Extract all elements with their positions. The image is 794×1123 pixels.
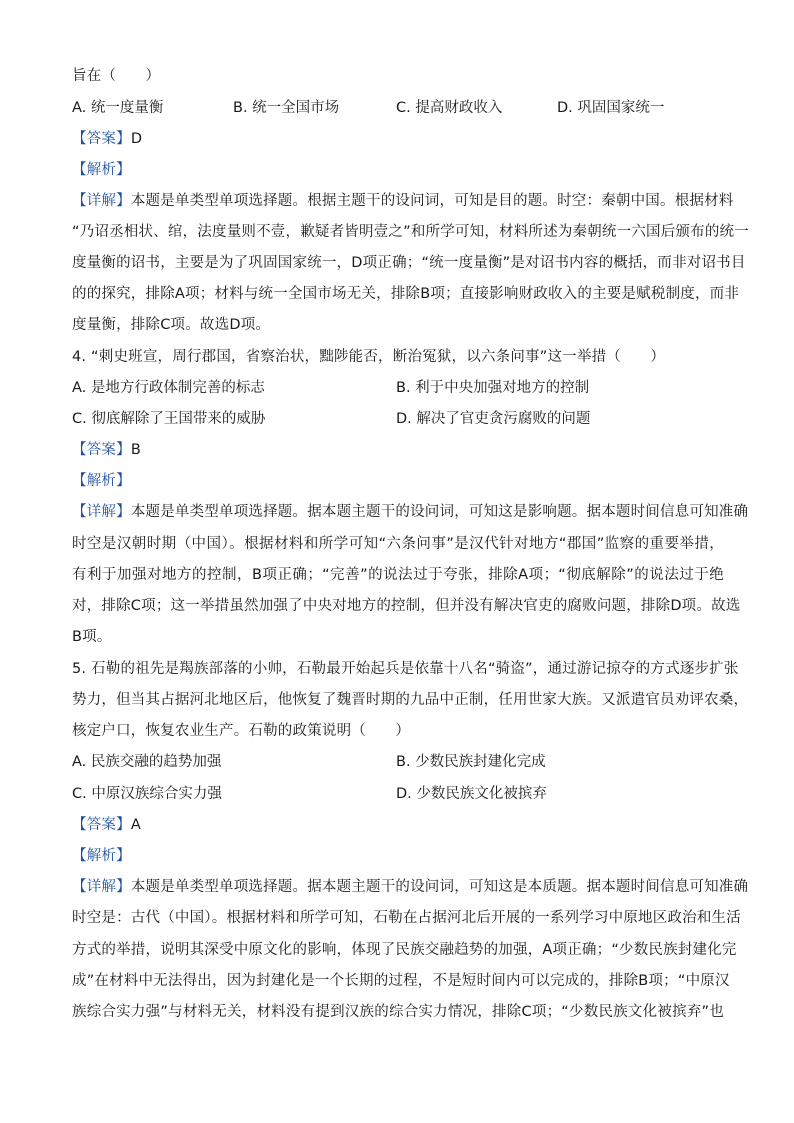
q3-detail-line-5: 度量衡，排除C项。故选D项。	[72, 317, 271, 333]
answer-label: 【答案】	[72, 442, 131, 458]
answer-value: A	[130, 817, 141, 833]
detail-label: 【详解】	[72, 504, 131, 520]
q3-option-d: D. 巩固国家统一	[557, 100, 665, 116]
answer-label: 【答案】	[72, 131, 131, 147]
q3-option-a: A. 统一度量衡	[72, 100, 164, 116]
q5-detail-line-3: 方式的举措，说明其深受中原文化的影响，体现了民族交融趋势的加强，A项正确；“少数民族封建化完	[72, 942, 737, 958]
q4-stem: 4. “刺史班宣，周行郡国，省察治状，黜陟能否，断治冤狱，以六条问事”这一举措（ ）	[72, 349, 666, 365]
q3-analysis-label: 【解析】	[72, 162, 131, 178]
q5-stem-line-1: 5. 石勒的祖先是羯族部落的小帅，石勒最开始起兵是依靠十八名“骑盗”，通过游记掠夺的方式逐步扩张	[72, 661, 739, 677]
q4-detail-line-5: B项。	[72, 629, 112, 645]
q5-answer	[72, 815, 724, 835]
q3-detail-line-4: 的的探究，排除A项；材料与统一全国市场无关，排除B项；直接影响财政收入的主要是赋税制度，而非	[72, 286, 740, 302]
answer-label: 【答案】	[72, 817, 131, 833]
q4-analysis-label: 【解析】	[72, 473, 131, 489]
q5-detail-line-1: 【详解】本题是单类型单项选择题。据本题主题干的设问词，可知这是本质题。据本题时间信息可知准确	[72, 879, 749, 895]
q5-detail-line-2: 时空是：古代（中国）。根据材料和所学可知，石勒在占据河北后开展的一系列学习中原地区政治和生活	[72, 910, 741, 926]
q5-option-c: C. 中原汉族综合实力强	[72, 786, 222, 802]
q4-answer	[72, 440, 724, 460]
q3-stem-tail: 旨在（ ）	[72, 68, 161, 84]
q4-option-c: C. 彻底解除了王国带来的威胁	[72, 411, 266, 427]
q3-answer	[72, 129, 724, 149]
q5-stem-line-3: 核定户口，恢复农业生产。石勒的政策说明（ ）	[72, 723, 411, 739]
answer-value: D	[130, 131, 143, 147]
q4-detail-line-2: 时空是汉朝时期（中国）。根据材料和所学可知“六条问事”是汉代针对地方“郡国”监察的重要举措，	[72, 536, 724, 552]
q3-detail-line-2: “乃诏丞相状、绾，法度量则不壹，歉疑者皆明壹之”和所学可知，材料所述为秦朝统一六国后颁布的统一	[72, 224, 749, 240]
q5-option-d: D. 少数民族文化被摈弃	[396, 786, 547, 802]
q5-option-a: A. 民族交融的趋势加强	[72, 754, 222, 770]
q4-option-d: D. 解决了官吏贪污腐败的问题	[396, 411, 591, 427]
q5-detail-line-4: 成”在材料中无法得出，因为封建化是一个长期的过程，不是短时间内可以完成的，排除B项；“中原汉	[72, 973, 730, 989]
detail-label: 【详解】	[72, 193, 131, 209]
q4-option-a: A. 是地方行政体制完善的标志	[72, 380, 265, 396]
q3-option-b: B. 统一全国市场	[233, 100, 340, 116]
q5-detail-line-5: 族综合实力强”与材料无关，材料没有提到汉族的综合实力情况，排除C项；“少数民族文化被摈弃”也	[72, 1004, 724, 1020]
q4-detail-line-1: 【详解】本题是单类型单项选择题。据本题主题干的设问词，可知这是影响题。据本题时间信息可知准确	[72, 504, 749, 520]
q3-option-c: C. 提高财政收入	[396, 100, 503, 116]
q5-stem-line-2: 势力，但当其占据河北地区后，他恢复了魏晋时期的九品中正制，任用世家大族。又派遣官员劝评农桑，	[72, 692, 749, 708]
q5-option-b: B. 少数民族封建化完成	[396, 754, 546, 770]
q4-detail-line-3: 有利于加强对地方的控制，B项正确；“完善”的说法过于夸张，排除A项；“彻底解除”的说法过于绝	[72, 567, 724, 583]
q3-detail-line-3: 度量衡的诏书，主要是为了巩固国家统一，D项正确；“统一度量衡”是对诏书内容的概括，而非对诏书目	[72, 255, 746, 271]
q5-analysis-label: 【解析】	[72, 848, 131, 864]
q4-detail-line-4: 对，排除C项；这一举措虽然加强了中央对地方的控制，但并没有解决官吏的腐败问题，排除D项。故选	[72, 598, 741, 614]
answer-value: B	[130, 442, 141, 458]
q3-detail-line-1: 【详解】本题是单类型单项选择题。根据主题干的设问词，可知是目的题。时空：秦朝中国。根据材料	[72, 193, 734, 209]
detail-label: 【详解】	[72, 879, 131, 895]
q4-option-b: B. 利于中央加强对地方的控制	[396, 380, 590, 396]
